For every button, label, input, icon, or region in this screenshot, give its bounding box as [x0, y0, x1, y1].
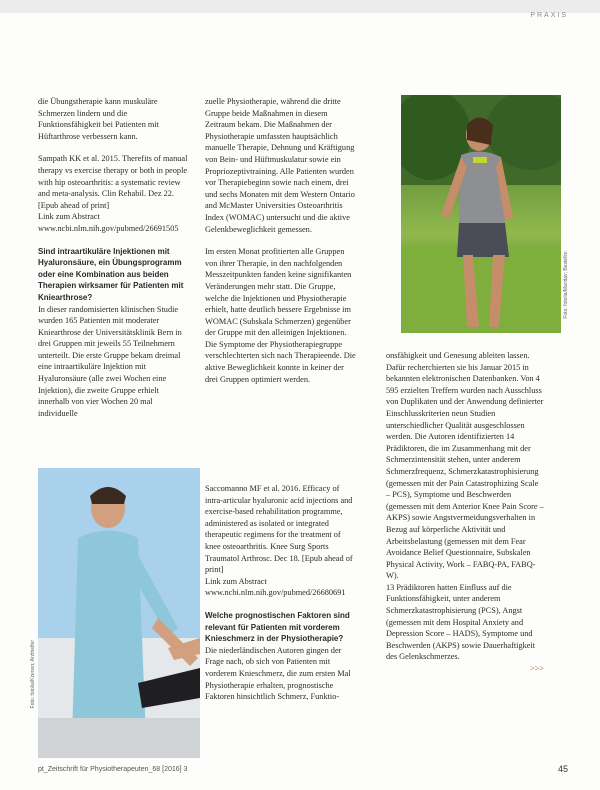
- photo-credit: Foto: fotolia/Maridav; Bestellnr.: [563, 250, 569, 319]
- paragraph: In dieser randomisierten klinischen Studie wurden 165 Patienten mit moderater Kniearthrose der Universitätsklinik Bern in drei Gruppen mit jeweils 55 Teilnehmern unterteilt. Die erste Gruppe bekam dreimal eine intraartikuläre Injektion mit Hyaluronsäure (alle zwei Wochen eine Injektion), die zweite Gruppe erhielt innerhalb von vier Wochen 20 mal individuelle: [38, 304, 182, 418]
- column-middle: [205, 96, 357, 385]
- section-heading: Welche prognostischen Faktoren sind relevant für Patienten mit vorderem Knieschmerz in der Physiotherapie?: [205, 610, 350, 644]
- section-heading: Sind intraartikuläre Injektionen mit Hyaluronsäure, ein Übungsprogramm oder eine Kombination aus beiden Therapien wirksamer für Patienten mit Kniearthrose?: [38, 246, 184, 302]
- column-left: [38, 96, 191, 419]
- column-middle-lower: [205, 483, 357, 703]
- runner-photo: [401, 95, 561, 333]
- section-label: PRAXIS: [530, 12, 568, 19]
- therapist-illustration: [38, 468, 200, 758]
- abstract-link[interactable]: Link zum Abstract www.ncbi.nlm.nih.gov/pubmed/26691505: [38, 212, 179, 233]
- photo-credit: Foto: fotolia/Kzenon; Arzthelfer: [30, 640, 36, 709]
- paragraph: onsfähigkeit und Genesung ableiten lassen. Dafür recherchierten sie bis Januar 2015 in bekannten elektronischen Datenbanken. Von 4 595 erzielten Treffern wurden nach Ausschluss von Duplikaten und der Anwendung definierter Einschlusskriterien neun Studien unterschiedlicher Qualität ausgeschlossen werden. Die Autoren identifizierten 14 Prädiktoren, die im Zusammenhang mit der Schmerzintensität stehen, unter anderem Schmerzfrequenz, Schmerzkatastrophisierung (gemessen mit der Pain Catastrophizing Scale – PCS), Symptome und Beschwerden (gemessen mit dem Anterior Knee Pain Score – AKPS) sowie Angstvermeidungsverhalten in Bezug auf körperliche Aktivität und Arbeitsbelastung (gemessen mit dem Fear Avoidance Belief Questionnaire, Subskalen Physical Activity, Work – FABQ-PA, FABQ-W).: [386, 351, 544, 581]
- abstract-link[interactable]: Link zum Abstract www.ncbi.nlm.nih.gov/pubmed/26680691: [205, 576, 346, 598]
- runner-illustration: [401, 95, 561, 333]
- paragraph: die Übungstherapie kann muskuläre Schmerzen lindern und die Funktionsfähigkeit bei Patienten mit Hüftarthrose verbessern kann.: [38, 97, 159, 141]
- column-right: [386, 350, 544, 675]
- reference: Sampath KK et al. 2015. Therefits of manual therapy vs exercise therapy or both in people with hip osteoarthritis: a systematic review and meta-analysis. Clin Rehabil. Dez 22. [Epub ahead of print]: [38, 154, 188, 210]
- paragraph: Die niederländischen Autoren gingen der Frage nach, ob sich von Patienten mit vorderem Knieschmerz, die zum ersten Mal Physiotherapie erhalten, prognostische Faktoren hinsichtlich Schmerz, Funktio-: [205, 645, 351, 702]
- paragraph: 13 Prädiktoren hatten Einfluss auf die Funktionsfähigkeit, unter anderem Schmerzkatastrophisierung (PCS), Angst (gemessen mit dem Hospital Anxiety and Depression Score – HADS), Symptome und Beschwerden (AKPS) sowie Dauerhaftigkeit des Gelenkschmerzes.: [386, 582, 536, 662]
- therapist-photo: [38, 468, 200, 758]
- top-bar: [0, 0, 600, 13]
- continue-marker: [386, 663, 544, 675]
- footer-journal: pt_Zeitschrift für Physiotherapeuten_68 [2016] 3: [38, 766, 188, 773]
- paragraph: zuelle Physiotherapie, während die dritte Gruppe beide Maßnahmen in diesem Zeitraum bekam. Die Maßnahmen der Physiotherapie umfassten hauptsächlich manuelle Therapie, Dehnung und Kräftigung von Bein- und Hüftmuskulatur sowie ein Propriozeptivtraining. Alle Patienten wurden vor Therapiebeginn sowie nach einem, drei und sechs Monaten mit dem Western Ontario and McMaster Universities Osteoarthritis Index (WOMAC) untersucht und die aktive Gelenkbeweglichkeit gemessen.: [205, 97, 355, 234]
- page-number: 45: [557, 764, 568, 774]
- reference: Saccomanno MF et al. 2016. Efficacy of intra-articular hyaluronic acid injections and exercise-based rehabilitation programme, administered as isolated or integrated therapeutic regimens for the treatment of knee osteoarthritis. Knee Surg Sports Traumatol Arthrosc. Dec 18. [Epub ahead of print]: [205, 484, 353, 575]
- continue-arrow: >>>: [529, 664, 544, 674]
- paragraph: Im ersten Monat profitierten alle Gruppen von ihrer Therapie, in den nachfolgenden Messzeitpunkten fanden keine signifikanten Veränderungen mehr statt. Die Gruppe, welche die Injektionen und Physiotherapie erhielt, hatte deutlich bessere Ergebnisse im WOMAC (Subskala Schmerzen) gegenüber der Gruppe mit den alleinigen Injektionen. Die Symptome der Physiotherapiegruppe verschlechterten sich nach Therapieende. Die aktive Beweglichkeit konnte in keiner der drei Gruppen optimiert werden.: [205, 247, 356, 384]
